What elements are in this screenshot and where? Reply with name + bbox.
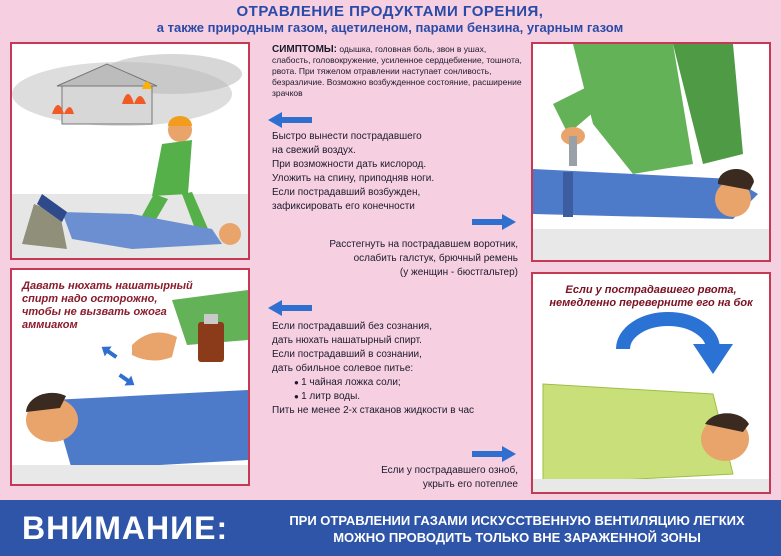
step-4-line: укрыть его потеплее (422, 479, 518, 490)
step-1-line: Уложить на спину, приподняв ноги. (272, 173, 435, 184)
illustration-turn-on-side (531, 272, 771, 494)
arrow-left-icon (268, 300, 312, 316)
loosen-clothing-illustration-icon (533, 44, 769, 260)
list-item: ● 1 литр воды. (272, 390, 522, 404)
ammonia-caption (22, 280, 193, 332)
warning-note-line: МОЖНО ПРОВОДИТЬ ТОЛЬКО ВНЕ ЗАРАЖЕННОЙ ЗОНЫ (333, 530, 701, 545)
warning-note-line: ПРИ ОТРАВЛЕНИИ ГАЗАМИ ИСКУССТВЕННУЮ ВЕНТИЛЯЦИЮ ЛЕГКИХ (289, 513, 745, 528)
vomit-caption-line: Если у пострадавшего рвота, (565, 284, 737, 296)
list-item: ● 1 чайная ложка соли; (272, 376, 522, 390)
step-3-line: Если пострадавший без сознания, (272, 321, 432, 332)
ammonia-caption-line: чтобы не вызвать ожога (22, 306, 167, 318)
saline-recipe-list (272, 376, 522, 404)
ammonia-caption-line: аммиаком (22, 319, 78, 331)
step-1-line: Быстро вынести пострадавшего (272, 131, 422, 142)
step-4-text (300, 464, 518, 492)
step-2-line: ослабить галстук, брючный ремень (353, 253, 518, 264)
step-3-line: Пить не менее 2-х стаканов жидкости в час (272, 405, 475, 416)
illustration-ammonia (10, 268, 250, 486)
title-line-1: ОТРАВЛЕНИЕ ПРОДУКТАМИ ГОРЕНИЯ, (236, 3, 544, 20)
step-4-line: Если у пострадавшего озноб, (381, 465, 518, 476)
step-1-line: Если пострадавший возбужден, (272, 187, 421, 198)
step-3-line: дать обильное солевое питье: (272, 363, 414, 374)
step-1-line: на свежий воздух. (272, 145, 356, 156)
symptoms-label: СИМПТОМЫ: (272, 44, 338, 55)
step-3-text (272, 320, 522, 418)
symptoms-text: одышка, головная боль, звон в ушах, слабость, головокружение, усиленное сердцебиение, тошнота, рвота. При тяжелом отравлении наступает сонливость, безразличие. Возможно возбужденное состояние, расширение зрачков (272, 44, 522, 98)
warning-note (262, 512, 772, 546)
step-1-text (272, 130, 522, 214)
illustration-loosen-clothing (531, 42, 771, 262)
ammonia-caption-line: спирт надо осторожно, (22, 293, 158, 305)
step-3-line: дать нюхать нашатырный спирт. (272, 335, 422, 346)
arrow-left-icon (268, 112, 312, 128)
illustration-rescue-from-fire (10, 42, 250, 260)
step-1-line: При возможности дать кислород. (272, 159, 427, 170)
step-2-text (272, 238, 518, 280)
step-1-line: зафиксировать его конечности (272, 201, 415, 212)
vomit-caption (533, 284, 769, 310)
poster-title (150, 4, 630, 36)
vomit-caption-line: немедленно переверните его на бок (549, 297, 753, 309)
step-3-line: Если пострадавший в сознании, (272, 349, 422, 360)
arrow-right-icon (472, 446, 516, 462)
rescue-illustration-icon (12, 44, 248, 258)
step-2-line: (у женщин - бюстгальтер) (399, 267, 518, 278)
warning-word: ВНИМАНИЕ: (22, 510, 229, 546)
title-line-2: а также природным газом, ацетиленом, парами бензина, угарным газом (156, 20, 624, 35)
step-2-line: Расстегнуть на пострадавшем воротник, (329, 239, 518, 250)
warning-banner (0, 500, 781, 556)
symptoms-block (272, 44, 526, 99)
arrow-right-icon (472, 214, 516, 230)
ammonia-caption-line: Давать нюхать нашатырный (22, 280, 193, 292)
